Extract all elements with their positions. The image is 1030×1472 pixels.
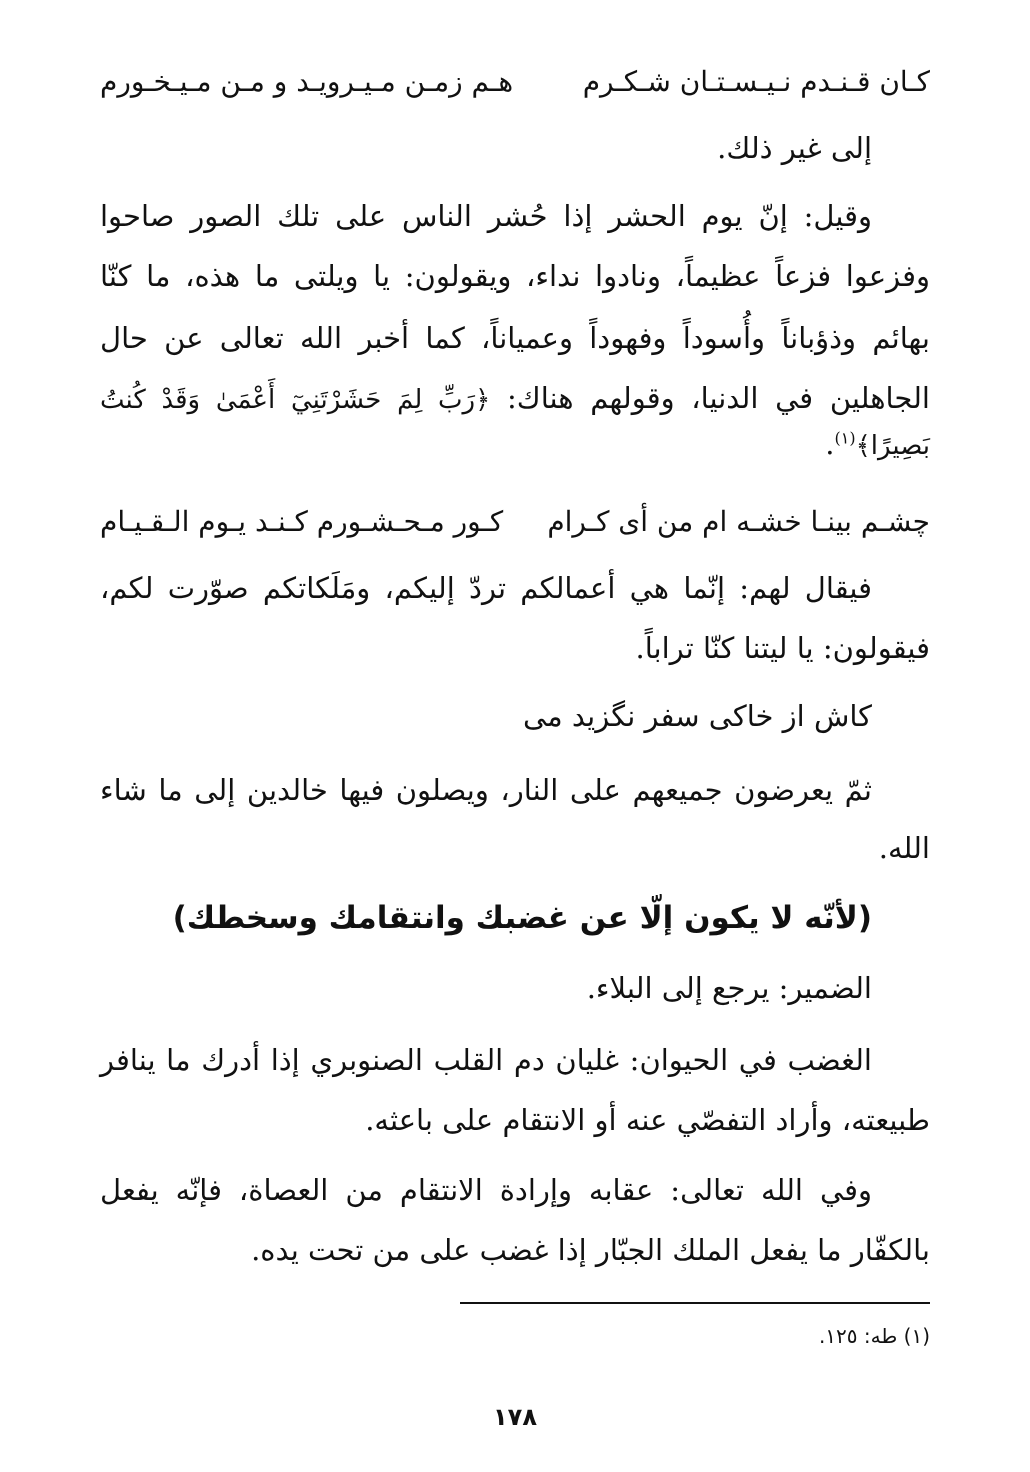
quran-verse-part-1: ﴿رَبِّ لِمَ حَشَرْتَنِيٓ أَعْمَىٰ وَقَدْ كُنتُ (100, 385, 491, 415)
paragraph-1-line-1: إلى غير ذلك. (717, 131, 872, 165)
footnote-reference-mark: (١) (834, 428, 856, 448)
paragraph-2-line-5 (100, 424, 930, 466)
quran-verse-part-2: بَصِيرًا﴾ (855, 431, 930, 461)
verse-2-hemistich-2: كـور مـحـشـورم كـنـد يـوم الـقـيـام (100, 505, 504, 538)
section-heading: (لأنّه لا يكون إلّا عن غضبك وانتقامك وسخطك) (172, 900, 872, 936)
paragraph-2-line-3: بهائم وذؤباناً وأُسوداً وفهوداً وعمياناً، كما أخبر الله تعالى عن حال (100, 321, 930, 355)
page-number: ١٧٨ (493, 1403, 537, 1431)
paragraph-4-line-1: ثمّ يعرضون جميعهم على النار، ويصلون فيها خالدين إلى ما شاء (100, 773, 872, 807)
paragraph-3-line-1: فيقال لهم: إنّما هي أعمالكم تردّ إليكم، ومَلَكاتكم صوّرت لكم، (100, 571, 872, 605)
paragraph-2-line-2: وفزعوا فزعاً عظيماً، ونادوا نداء، ويقولون: يا ويلتى ما هذه، ما كنّا (100, 259, 930, 293)
paragraph-6-line-2: طبيعته، وأراد التفصّي عنه أو الانتقام على باعثه. (365, 1103, 930, 1137)
persian-verse-3: كاش از خاكى سفر نگزيد مى (523, 699, 872, 733)
paragraph-4-line-2: الله. (878, 831, 930, 865)
footnote-divider (460, 1302, 930, 1304)
footnote: (١) طه: ١٢٥. (818, 1324, 930, 1348)
paragraph-7-line-2: بالكفّار ما يفعل الملك الجبّار إذا غضب على من تحت يده. (251, 1233, 930, 1267)
paragraph-2-line-4 (100, 378, 930, 420)
paragraph-2-line-5-end: . (825, 427, 835, 461)
verse-1-hemistich-1: كـان قـنـدم نـيـسـتـان شـكـرم (582, 65, 930, 98)
verse-2-hemistich-1: چشـم بينـا خشـه ام من أى كـرام (547, 505, 930, 538)
page-body (100, 0, 930, 1472)
paragraph-6-line-1: الغضب في الحيوان: غليان دم القلب الصنوبري إذا أدرك ما ينافر (100, 1043, 872, 1077)
paragraph-5-line-1: الضمير: يرجع إلى البلاء. (586, 971, 872, 1005)
paragraph-2-line-1: وقيل: إنّ يوم الحشر إذا حُشر الناس على تلك الصور صاحوا (100, 199, 872, 233)
paragraph-3-line-2: فيقولون: يا ليتنا كنّا تراباً. (635, 631, 930, 665)
verse-1-hemistich-2: هـم زمـن مـيـرويـد و مـن مـيـخـورم (100, 65, 514, 98)
paragraph-2-line-4-text: الجاهلين في الدنيا، وقولهم هناك: (507, 381, 930, 415)
paragraph-7-line-1: وفي الله تعالى: عقابه وإرادة الانتقام من العصاة، فإنّه يفعل (100, 1173, 872, 1207)
